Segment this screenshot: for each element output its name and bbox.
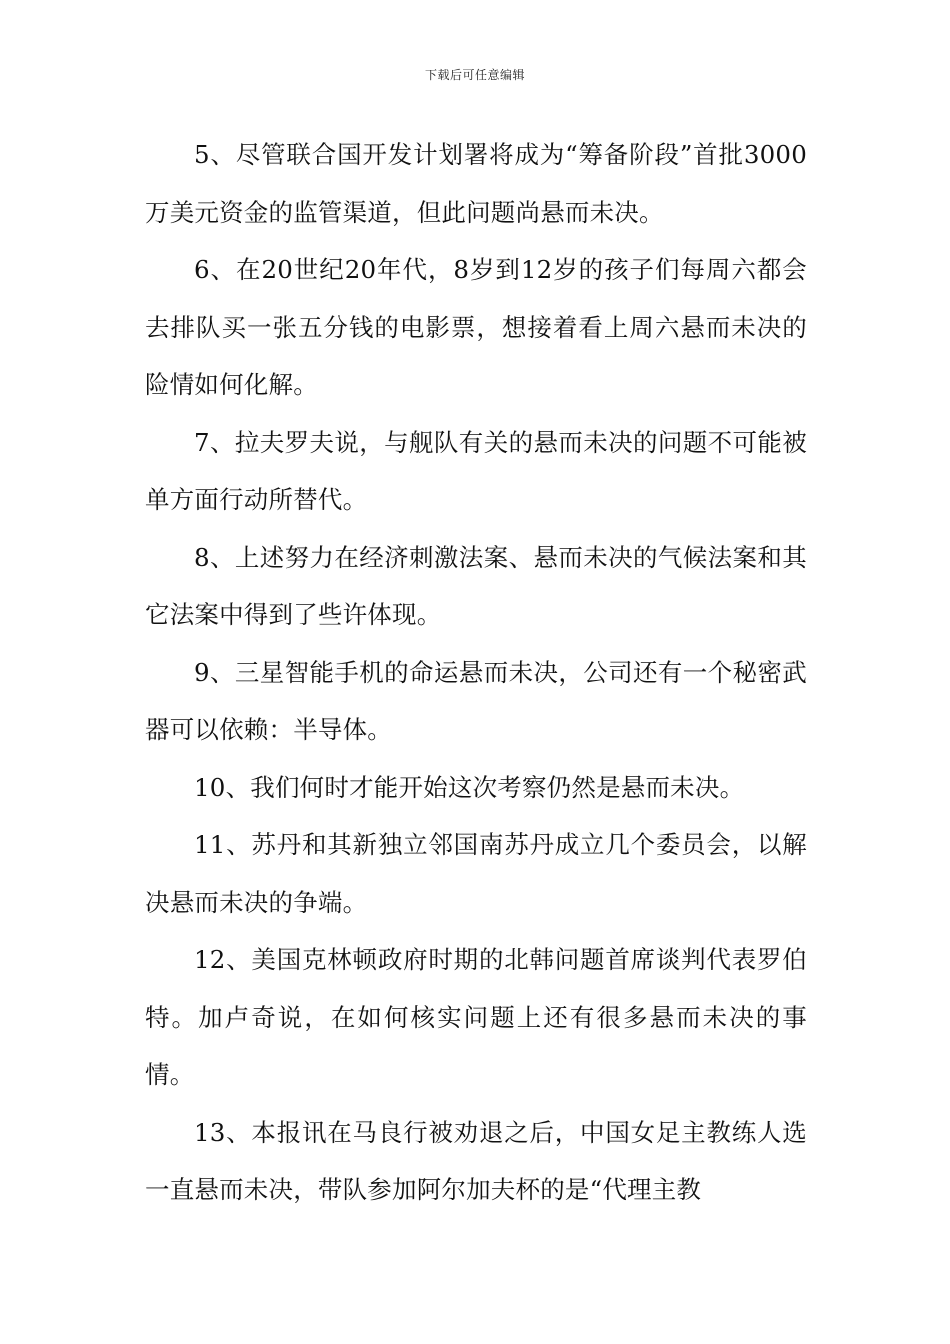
- paragraph-10: 10、我们何时才能开始这次考察仍然是悬而未决。: [194, 772, 745, 802]
- page-header: 下载后可任意编辑: [424, 68, 525, 82]
- paragraph-12: 12、美国克林顿政府时期的北韩问题首席谈判代表罗伯特。加卢奇说，在如何核实问题上还有很多悬而未决的事情。: [145, 945, 807, 1089]
- paragraph-11: 11、苏丹和其新独立邻国南苏丹成立几个委员会，以解决悬而未决的争端。: [145, 830, 807, 917]
- paragraph-6: 6、在20世纪20年代，8岁到12岁的孩子们每周六都会去排队买一张五分钱的电影票，想接着看上周六悬而未决的险情如何化解。: [145, 255, 807, 399]
- paragraph-8: 8、上述努力在经济刺激法案、悬而未决的气候法案和其它法案中得到了些许体现。: [145, 542, 807, 629]
- paragraph-7: 7、拉夫罗夫说，与舰队有关的悬而未决的问题不可能被单方面行动所替代。: [145, 427, 807, 514]
- document-body: [145, 126, 807, 1219]
- paragraph-9: 9、三星智能手机的命运悬而未决，公司还有一个秘密武器可以依赖：半导体。: [145, 657, 807, 744]
- paragraph-13: 13、本报讯在马良行被劝退之后，中国女足主教练人选一直悬而未决，带队参加阿尔加夫杯的是“代理主教: [145, 1117, 807, 1204]
- paragraph-5: 5、尽管联合国开发计划署将成为“筹备阶段”首批3000万美元资金的监管渠道，但此问题尚悬而未决。: [145, 140, 807, 227]
